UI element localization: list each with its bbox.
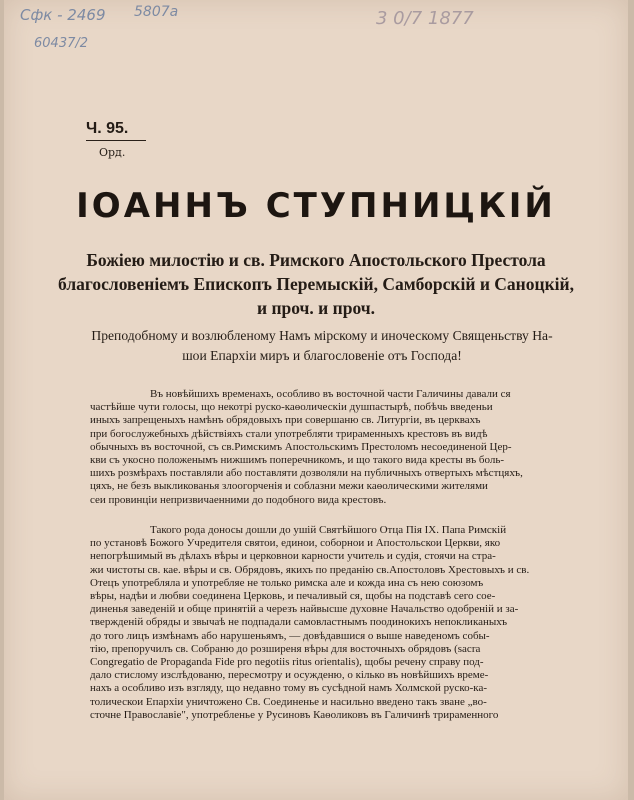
body-paragraph-1 <box>90 388 572 507</box>
paragraph-line: дало стислому изслѣдованю, пересмотру и осужденю, о кілько въ новѣйшихъ време- <box>90 669 489 682</box>
title-line: и проч. и проч. <box>256 298 375 318</box>
title-line: Божіею милостію и св. Римского Апостольского Престола <box>86 250 546 270</box>
archive-note-date: 3 0/7 1877 <box>376 8 474 29</box>
paragraph-line: диненья заведеній и обще принятій а черезъ найвысше духовне Начальство одобреній и за- <box>90 603 519 616</box>
paragraph-line: цяхъ, не безъ выкликованья злоогорченія и соблазни межи каѳолическими жителями <box>90 480 488 493</box>
title-line: благословеніемъ Епископъ Перемыскій, Самборскій и Саноцкій, <box>58 274 574 294</box>
paragraph-line: сеи провинціи непризвичаенними до подобного вида крестовъ. <box>90 493 387 506</box>
archive-note-left-code: 5807а <box>134 4 179 20</box>
paragraph-line: Congregatio de Propaganda Fide pro negotiis ritus orientalis), щобы речену справу под- <box>90 656 484 669</box>
greeting-line: Преподобному и возлюбленому Намъ мірскому и иноческому Священьству На- <box>91 328 553 343</box>
bishop-title-block <box>44 248 588 320</box>
paragraph-line: обычныхъ въ восточной, съ св.Римскимъ Апостольскимъ Престоломъ несоединеной Цер- <box>90 440 512 453</box>
archive-note-left-top: Сфк - 2469 <box>20 6 106 24</box>
paragraph-line: тію, препоручилъ св. Собраню до розширеня вѣры для восточныхъ обрядовъ (sacra <box>90 642 481 655</box>
ordinal-rule <box>86 140 146 141</box>
paragraph-line: Такого рода доносы дошли до ушій Святѣйшого Отца Пія IX. Папа Римскій <box>150 524 507 536</box>
paragraph-line: нахъ а особливо изъ взгляду, що недавно тому въ сусѣдной намъ Холмской руско-ка- <box>90 682 487 695</box>
bishop-name-heading: ІОАННЪ СТУПНИЦКІЙ <box>76 186 556 226</box>
paragraph-line: частѣйше чути голосы, що некотрі руско-каѳолическіи душпастырѣ, побѣчь введеньи <box>90 401 493 414</box>
paragraph-line: по установѣ Божого Учредителя святои, единои, соборнои и Апостольскои Церкви, яко <box>90 537 501 550</box>
ordinal-abbreviation: Орд. <box>99 146 126 159</box>
paragraph-line: Отецъ употребляла и употребляе не только римска але и кожда ина съ нею союзомъ <box>90 576 484 589</box>
paragraph-line: сточне Православіе", употребленье у Русиновъ Каѳоликовъ въ Галичинѣ трираменного <box>90 708 499 721</box>
paragraph-line: кви съ укосно положенымъ нижшимъ поперечникомъ, и що такого вида кресты въ боль- <box>90 454 505 467</box>
paragraph-line: непогрѣшимый въ дѣлахъ вѣры и церковнои карности учитель и судія, стоячи на стра- <box>90 550 496 563</box>
paragraph-line: жи чистоты св. кае. вѣры и св. Обрядовъ, якихъ по преданію св.Апостоловъ Хрестовыхъ и св. <box>90 563 530 576</box>
paragraph-line: Въ новѣйшихъ временахъ, особливо въ восточной части Галичины давали ся <box>150 388 511 400</box>
archive-note-left-bottom: 60437/2 <box>34 36 89 51</box>
document-ordinal: Ч. 95. <box>86 120 129 137</box>
body-paragraph-2 <box>90 524 572 722</box>
paragraph-line: твержденій обряды и звычаѣ не подпадали самовластнымъ поодинокихъ непокликаныхъ <box>90 616 508 629</box>
paragraph-line: до того лицъ измѣнамъ або нарушеньямъ, — довѣдавшися о выше наведеномъ собы- <box>90 629 490 642</box>
paragraph-line: толическои Епархіи уничтожено Св. Соединенье и насильно введено такъ зване „во- <box>90 695 487 708</box>
paragraph-line: иныхъ запрещеныхъ намѣнъ обрядовыхъ при совершаню св. Литургіи, въ церквахъ <box>90 414 481 427</box>
paragraph-line: вѣры, надѣи и любви соединена Церковь, и печаливый ся, щобы на подставѣ сего сое- <box>90 590 496 603</box>
greeting-block <box>66 326 578 366</box>
paragraph-line: шихъ розмѣрахъ поставляли або поставляти дозволяли на публичныхъ отвертыхъ мѣстцяхъ, <box>90 467 523 480</box>
document-page <box>4 0 628 800</box>
paragraph-line: при богослужебныхъ дѣйствіяхъ стали употребляти трираменныхъ крестовъ въ видѣ <box>90 427 488 440</box>
greeting-line: шои Епархіи миръ и благословеніе отъ Господа! <box>182 348 462 363</box>
